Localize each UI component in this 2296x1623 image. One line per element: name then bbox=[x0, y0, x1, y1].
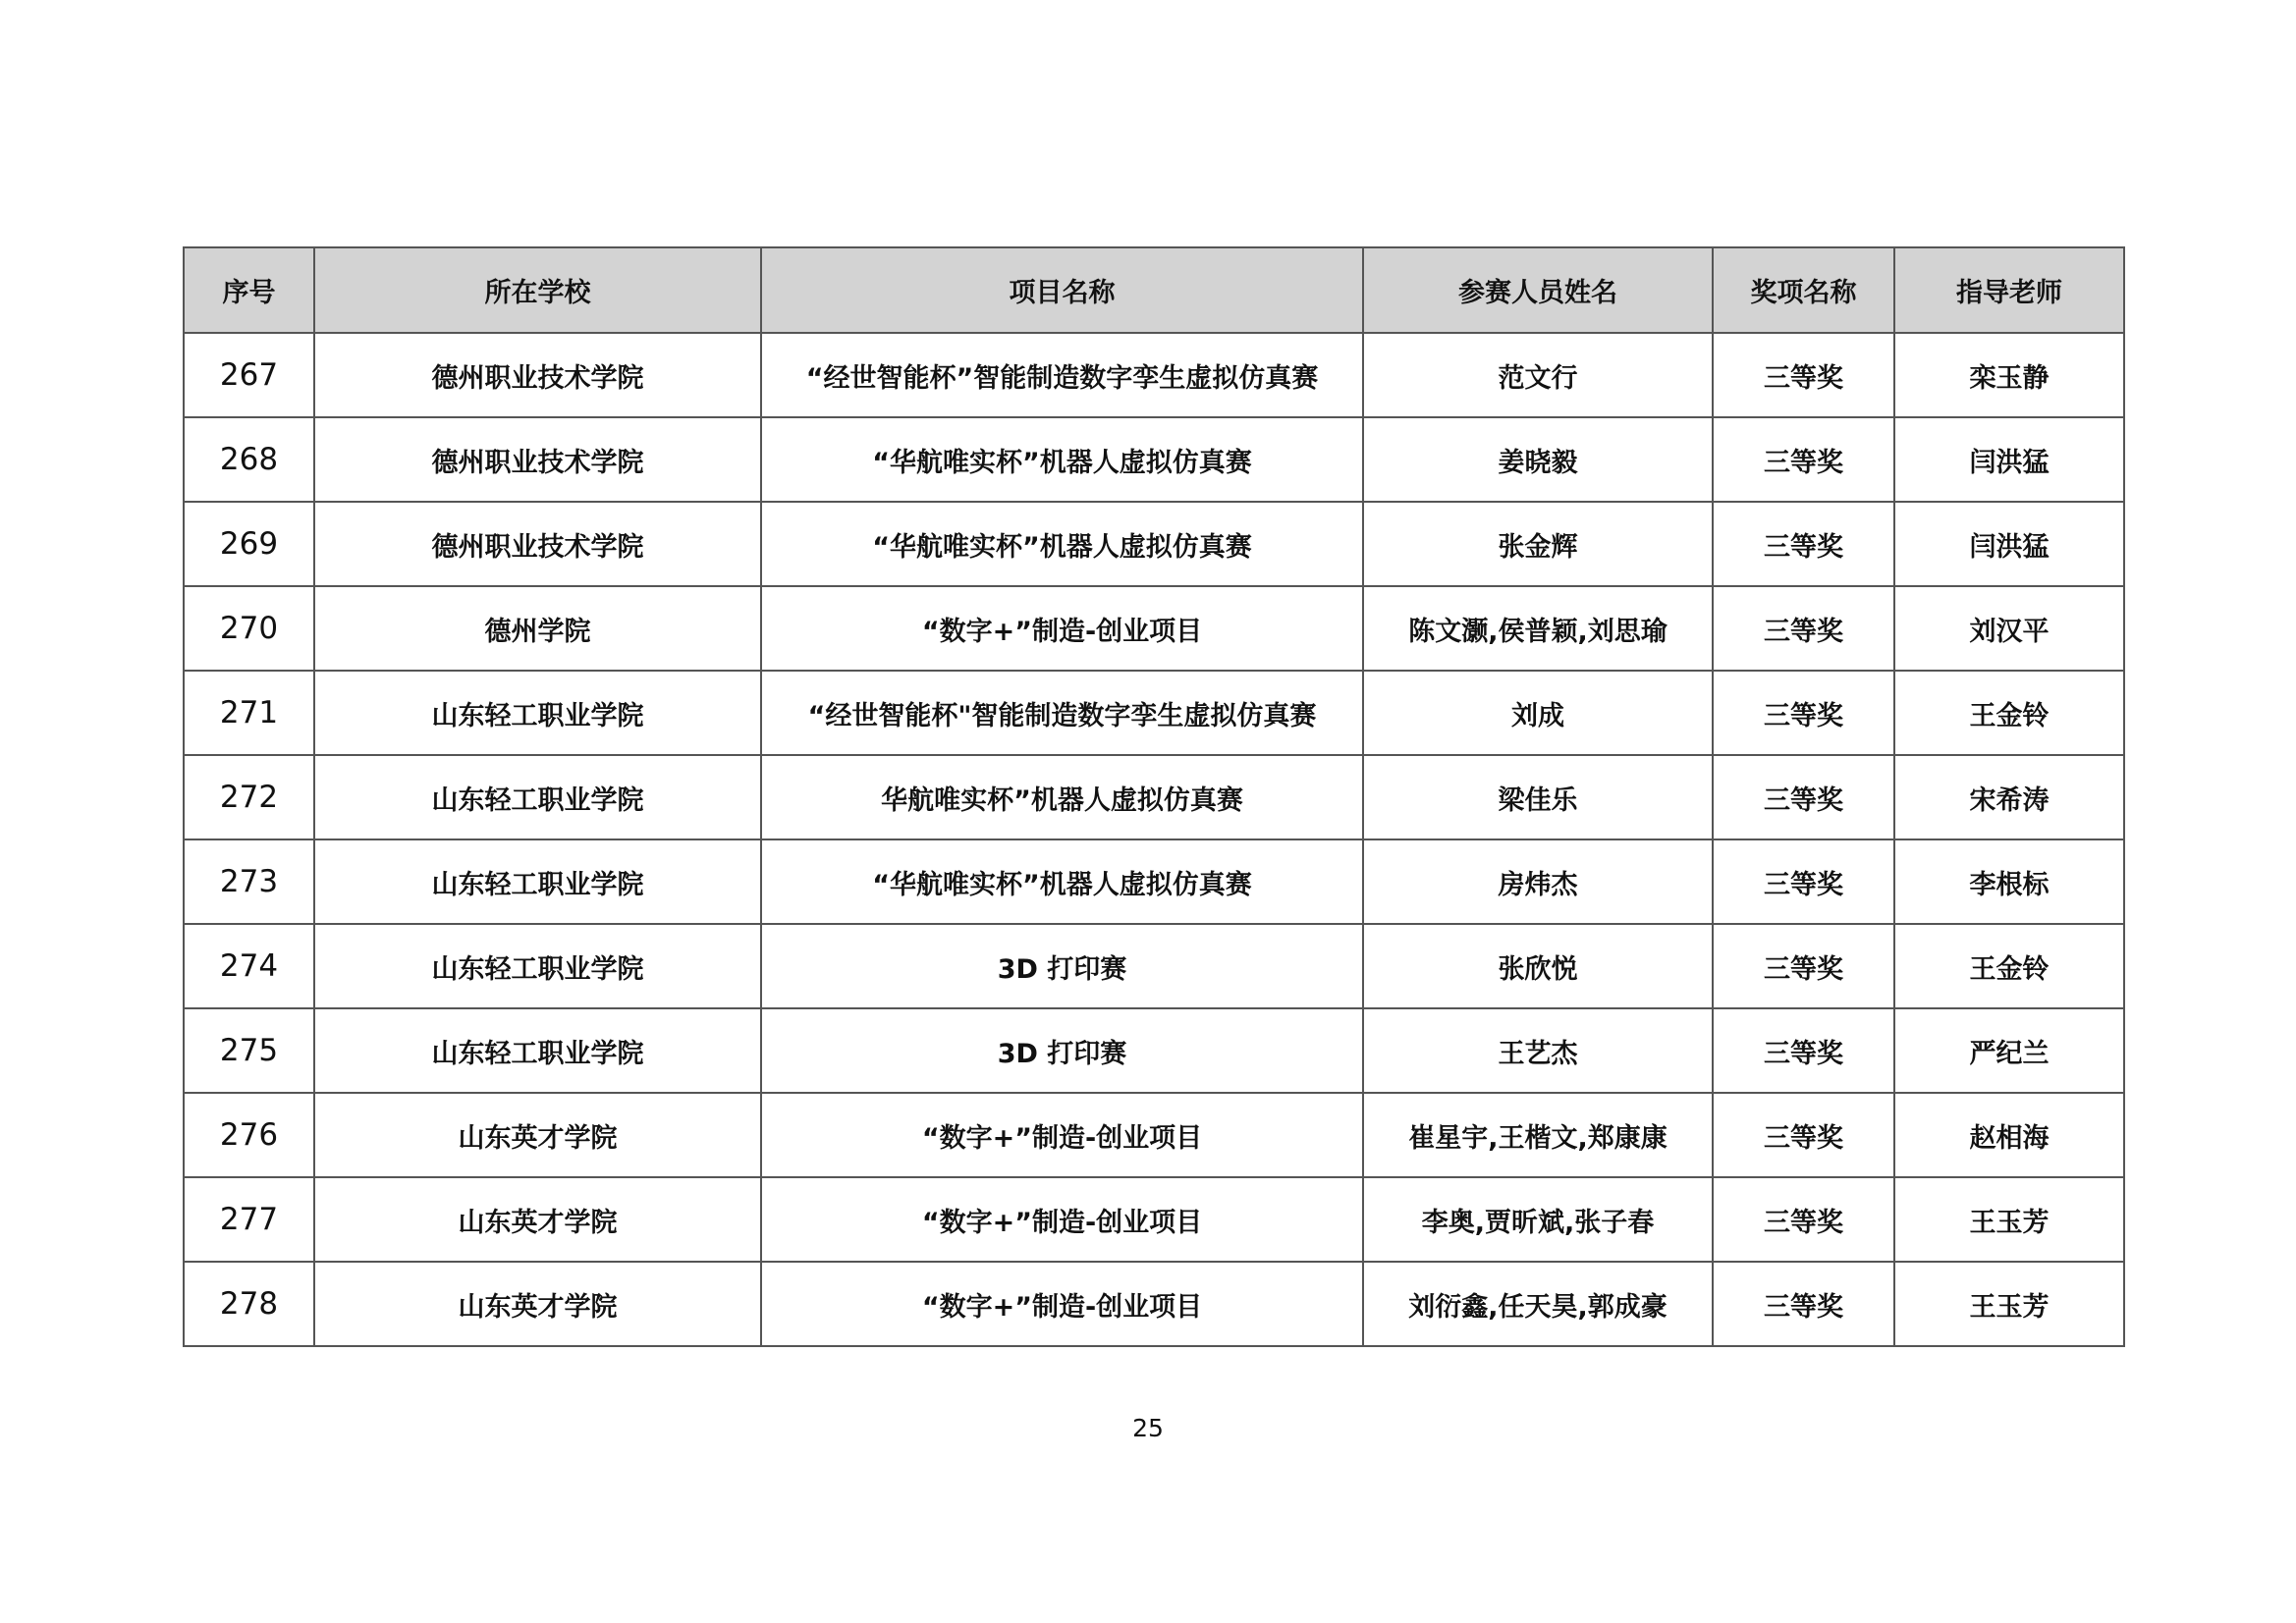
cell-award: 三等奖 bbox=[1713, 1177, 1894, 1262]
header-participants: 参赛人员姓名 bbox=[1363, 247, 1713, 333]
cell-school: 山东轻工职业学院 bbox=[314, 755, 761, 839]
cell-advisor: 王玉芳 bbox=[1894, 1177, 2124, 1262]
cell-award: 三等奖 bbox=[1713, 671, 1894, 755]
table-body bbox=[184, 333, 2124, 1346]
cell-award: 三等奖 bbox=[1713, 924, 1894, 1008]
cell-participants: 王艺杰 bbox=[1363, 1008, 1713, 1093]
cell-no: 276 bbox=[184, 1093, 314, 1177]
cell-award: 三等奖 bbox=[1713, 1008, 1894, 1093]
table-row bbox=[184, 924, 2124, 1008]
cell-participants: 张金辉 bbox=[1363, 502, 1713, 586]
cell-project: 3D 打印赛 bbox=[761, 924, 1363, 1008]
table-row bbox=[184, 755, 2124, 839]
header-no: 序号 bbox=[184, 247, 314, 333]
cell-participants: 陈文灏,侯普颖,刘思瑜 bbox=[1363, 586, 1713, 671]
cell-no: 278 bbox=[184, 1262, 314, 1346]
header-row bbox=[184, 247, 2124, 333]
table-row bbox=[184, 502, 2124, 586]
cell-no: 270 bbox=[184, 586, 314, 671]
cell-school: 山东轻工职业学院 bbox=[314, 671, 761, 755]
table-row bbox=[184, 586, 2124, 671]
cell-school: 山东轻工职业学院 bbox=[314, 924, 761, 1008]
cell-advisor: 王金铃 bbox=[1894, 924, 2124, 1008]
cell-project: “数字+”制造-创业项目 bbox=[761, 586, 1363, 671]
cell-project: “华航唯实杯”机器人虚拟仿真赛 bbox=[761, 502, 1363, 586]
cell-advisor: 李根标 bbox=[1894, 839, 2124, 924]
cell-school: 德州职业技术学院 bbox=[314, 502, 761, 586]
cell-participants: 李奥,贾昕斌,张子春 bbox=[1363, 1177, 1713, 1262]
cell-participants: 范文行 bbox=[1363, 333, 1713, 417]
cell-advisor: 栾玉静 bbox=[1894, 333, 2124, 417]
cell-award: 三等奖 bbox=[1713, 839, 1894, 924]
cell-no: 269 bbox=[184, 502, 314, 586]
cell-participants: 梁佳乐 bbox=[1363, 755, 1713, 839]
header-school: 所在学校 bbox=[314, 247, 761, 333]
cell-school: 山东英才学院 bbox=[314, 1262, 761, 1346]
cell-project: “华航唯实杯”机器人虚拟仿真赛 bbox=[761, 839, 1363, 924]
table-row bbox=[184, 1177, 2124, 1262]
table-row bbox=[184, 839, 2124, 924]
cell-school: 山东轻工职业学院 bbox=[314, 1008, 761, 1093]
cell-award: 三等奖 bbox=[1713, 333, 1894, 417]
cell-project: “经世智能杯”智能制造数字孪生虚拟仿真赛 bbox=[761, 333, 1363, 417]
cell-participants: 刘成 bbox=[1363, 671, 1713, 755]
cell-advisor: 宋希涛 bbox=[1894, 755, 2124, 839]
header-project: 项目名称 bbox=[761, 247, 1363, 333]
table-row bbox=[184, 1008, 2124, 1093]
cell-advisor: 严纪兰 bbox=[1894, 1008, 2124, 1093]
cell-no: 267 bbox=[184, 333, 314, 417]
cell-school: 德州职业技术学院 bbox=[314, 417, 761, 502]
cell-advisor: 闫洪猛 bbox=[1894, 502, 2124, 586]
cell-project: “数字+”制造-创业项目 bbox=[761, 1177, 1363, 1262]
cell-participants: 刘衍鑫,任天昊,郭成豪 bbox=[1363, 1262, 1713, 1346]
cell-award: 三等奖 bbox=[1713, 1262, 1894, 1346]
cell-project: “数字+”制造-创业项目 bbox=[761, 1262, 1363, 1346]
table-header bbox=[184, 247, 2124, 333]
cell-award: 三等奖 bbox=[1713, 502, 1894, 586]
cell-advisor: 王玉芳 bbox=[1894, 1262, 2124, 1346]
cell-award: 三等奖 bbox=[1713, 586, 1894, 671]
table-row bbox=[184, 1262, 2124, 1346]
table-row bbox=[184, 671, 2124, 755]
cell-no: 275 bbox=[184, 1008, 314, 1093]
cell-school: 德州职业技术学院 bbox=[314, 333, 761, 417]
cell-award: 三等奖 bbox=[1713, 1093, 1894, 1177]
cell-award: 三等奖 bbox=[1713, 755, 1894, 839]
cell-school: 德州学院 bbox=[314, 586, 761, 671]
cell-school: 山东英才学院 bbox=[314, 1093, 761, 1177]
table-row bbox=[184, 417, 2124, 502]
cell-participants: 姜晓毅 bbox=[1363, 417, 1713, 502]
cell-no: 272 bbox=[184, 755, 314, 839]
table-row bbox=[184, 333, 2124, 417]
cell-project: “数字+”制造-创业项目 bbox=[761, 1093, 1363, 1177]
cell-advisor: 王金铃 bbox=[1894, 671, 2124, 755]
cell-advisor: 刘汉平 bbox=[1894, 586, 2124, 671]
cell-participants: 房炜杰 bbox=[1363, 839, 1713, 924]
cell-advisor: 赵相海 bbox=[1894, 1093, 2124, 1177]
cell-school: 山东英才学院 bbox=[314, 1177, 761, 1262]
page-number: 25 bbox=[1132, 1414, 1164, 1442]
cell-no: 274 bbox=[184, 924, 314, 1008]
header-advisor: 指导老师 bbox=[1894, 247, 2124, 333]
cell-award: 三等奖 bbox=[1713, 417, 1894, 502]
cell-project: 3D 打印赛 bbox=[761, 1008, 1363, 1093]
cell-no: 273 bbox=[184, 839, 314, 924]
cell-no: 271 bbox=[184, 671, 314, 755]
cell-participants: 张欣悦 bbox=[1363, 924, 1713, 1008]
cell-school: 山东轻工职业学院 bbox=[314, 839, 761, 924]
cell-project: “华航唯实杯”机器人虚拟仿真赛 bbox=[761, 417, 1363, 502]
cell-project: “经世智能杯"智能制造数字孪生虚拟仿真赛 bbox=[761, 671, 1363, 755]
table-row bbox=[184, 1093, 2124, 1177]
cell-participants: 崔星宇,王楷文,郑康康 bbox=[1363, 1093, 1713, 1177]
header-award: 奖项名称 bbox=[1713, 247, 1894, 333]
cell-advisor: 闫洪猛 bbox=[1894, 417, 2124, 502]
award-table bbox=[183, 246, 2125, 1347]
cell-no: 277 bbox=[184, 1177, 314, 1262]
cell-project: 华航唯实杯”机器人虚拟仿真赛 bbox=[761, 755, 1363, 839]
cell-no: 268 bbox=[184, 417, 314, 502]
